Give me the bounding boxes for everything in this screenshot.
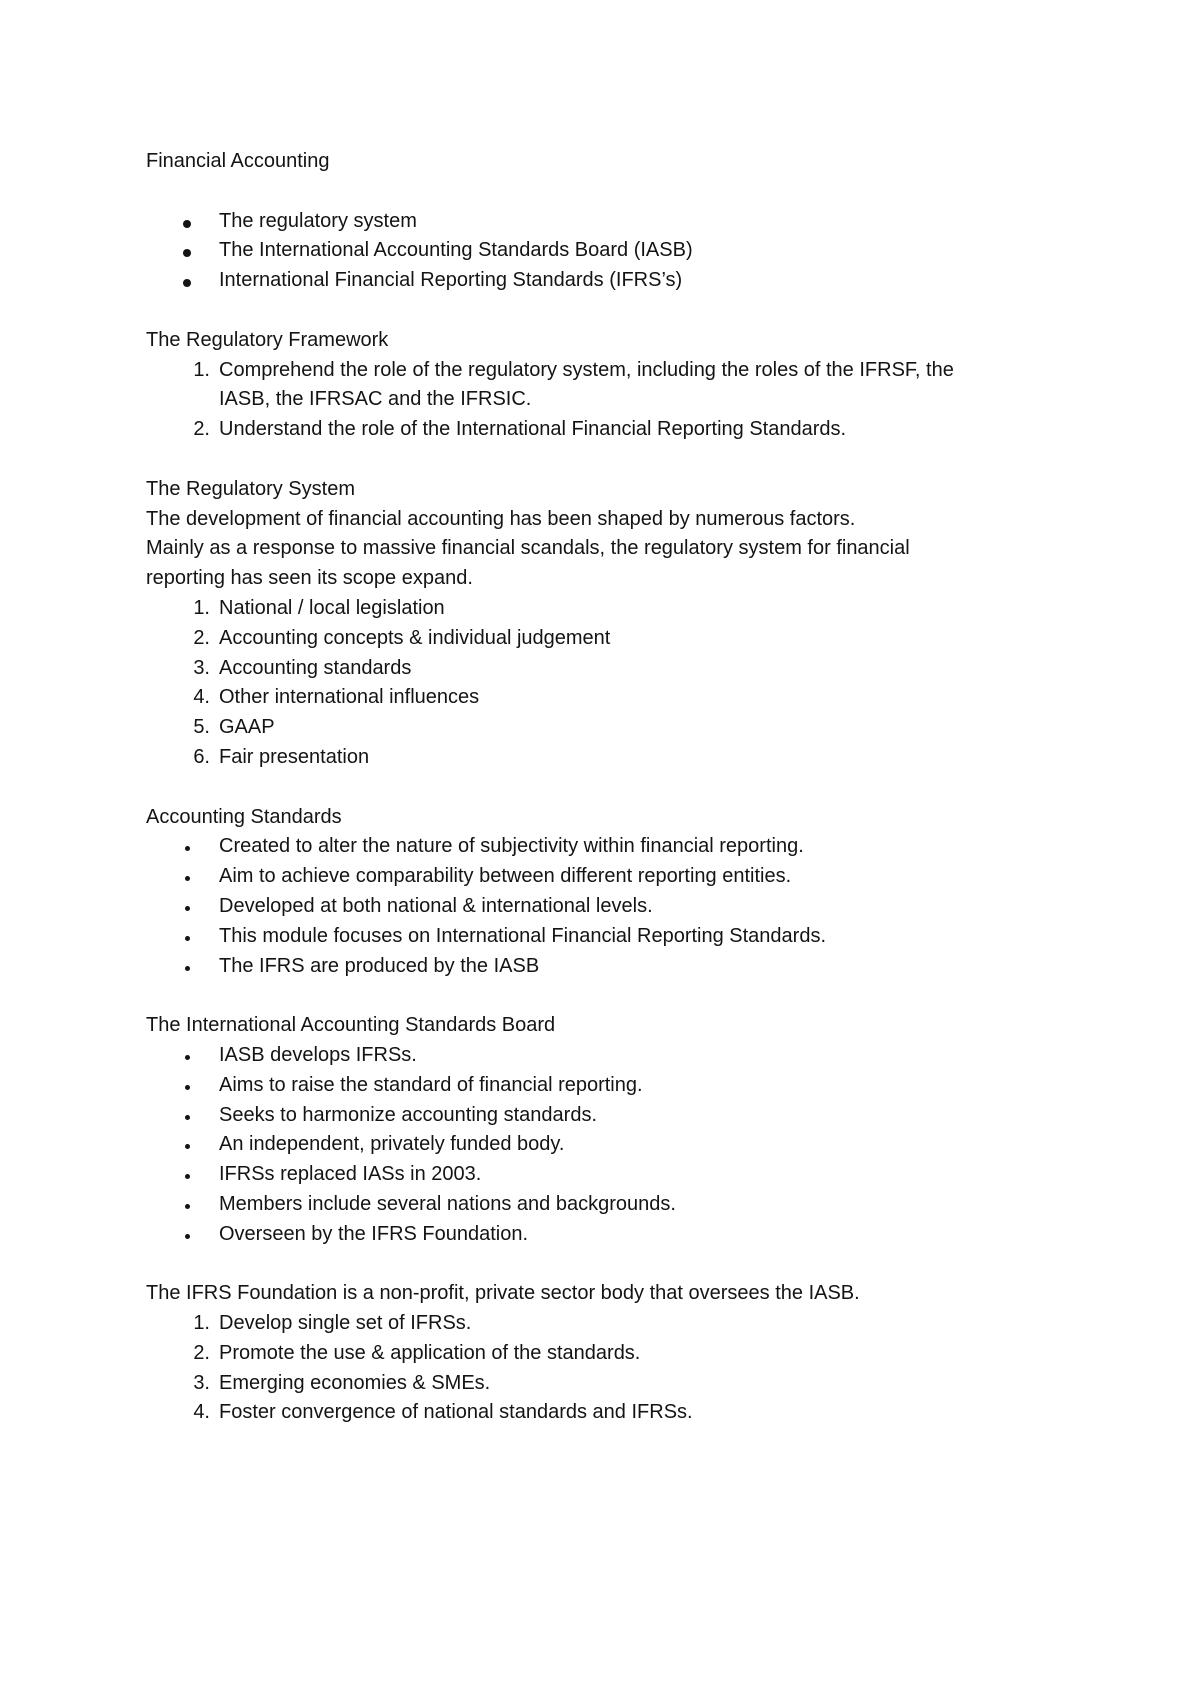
list-item [146, 1071, 1046, 1101]
bullet-icon [183, 249, 191, 257]
list-item-text: National / local legislation [219, 596, 445, 619]
bullet-icon [185, 1234, 190, 1239]
list-item-text: Aims to raise the standard of financial reporting. [219, 1073, 643, 1096]
blank-line [146, 177, 1046, 207]
list-item [146, 594, 1046, 624]
list-item-text: Seeks to harmonize accounting standards. [219, 1103, 597, 1126]
list-number: 1. [193, 1312, 210, 1335]
list-item [146, 1190, 1046, 1220]
section-heading: The International Accounting Standards Board [146, 1014, 556, 1037]
framework-numbered-list [146, 356, 1046, 445]
list-number: 4. [193, 686, 210, 709]
list-item [146, 683, 1046, 713]
section-heading: The IFRS Foundation is a non-profit, private sector body that oversees the IASB. [146, 1282, 860, 1305]
system-numbered-list [146, 594, 1046, 773]
list-item [146, 713, 1046, 743]
list-item [146, 207, 1046, 237]
list-number: 3. [193, 656, 210, 679]
list-item [146, 862, 1046, 892]
list-item-text: Developed at both national & international levels. [219, 894, 653, 917]
list-number: 4. [193, 1401, 210, 1424]
list-item-text: Members include several nations and backgrounds. [219, 1192, 676, 1215]
list-item-text: Comprehend the role of the regulatory system, including the roles of the IFRSF, the [219, 358, 954, 381]
section-heading: Accounting Standards [146, 805, 342, 828]
list-item-text: Accounting standards [219, 656, 412, 679]
bullet-icon [183, 279, 191, 287]
list-item [146, 415, 1046, 445]
list-item-text-continued: IASB, the IFRSAC and the IFRSIC. [219, 388, 532, 411]
list-item [146, 892, 1046, 922]
list-item-text: Other international influences [219, 686, 480, 709]
list-item-text: Foster convergence of national standards and IFRSs. [219, 1401, 693, 1424]
list-item-text: The regulatory system [219, 209, 417, 232]
bullet-icon [185, 1174, 190, 1179]
bullet-icon [185, 1055, 190, 1060]
list-item [146, 1160, 1046, 1190]
list-item-text: Accounting concepts & individual judgement [219, 626, 611, 649]
bullet-icon [185, 906, 190, 911]
list-item-text: Develop single set of IFRSs. [219, 1312, 472, 1335]
list-number: 2. [193, 1341, 210, 1364]
list-number: 2. [193, 418, 210, 441]
intro-bullet-list [146, 207, 1046, 296]
bullet-icon [185, 1115, 190, 1120]
blank-line [146, 981, 1046, 1011]
bullet-icon [185, 1085, 190, 1090]
bullet-icon [185, 966, 190, 971]
list-item-text: Promote the use & application of the standards. [219, 1341, 641, 1364]
section-heading: The Regulatory Framework [146, 328, 389, 351]
list-number: 2. [193, 626, 210, 649]
list-number: 1. [193, 358, 210, 381]
list-item [146, 1101, 1046, 1131]
list-item-text: Understand the role of the International Financial Reporting Standards. [219, 418, 847, 441]
list-item [146, 1339, 1046, 1369]
list-item-text: This module focuses on International Financial Reporting Standards. [219, 924, 827, 947]
paragraph: Mainly as a response to massive financial scandals, the regulatory system for financial [146, 537, 910, 560]
iasb-bullet-list [146, 1041, 1046, 1250]
document-page [146, 147, 1046, 1428]
list-item-text: Fair presentation [219, 745, 370, 768]
list-item [146, 266, 1046, 296]
list-item [146, 922, 1046, 952]
paragraph-continued: reporting has seen its scope expand. [146, 567, 473, 590]
list-item [146, 1220, 1046, 1250]
list-item-text: International Financial Reporting Standards (IFRS’s) [219, 269, 683, 292]
bullet-icon [185, 1204, 190, 1209]
list-item [146, 952, 1046, 982]
list-item [146, 1398, 1046, 1428]
list-item [146, 743, 1046, 773]
section-heading: The Regulatory System [146, 477, 355, 500]
list-item-text: The International Accounting Standards Board (IASB) [219, 239, 693, 262]
list-item [146, 1309, 1046, 1339]
list-item [146, 624, 1046, 654]
blank-line [146, 773, 1046, 803]
list-item [146, 832, 1046, 862]
list-item [146, 654, 1046, 684]
bullet-icon [185, 936, 190, 941]
list-item-text: Overseen by the IFRS Foundation. [219, 1222, 529, 1245]
list-item [146, 1130, 1046, 1160]
list-item-text: The IFRS are produced by the IASB [219, 954, 540, 977]
bullet-icon [185, 1144, 190, 1149]
list-item [146, 1369, 1046, 1399]
bullet-icon [185, 846, 190, 851]
blank-line [146, 445, 1046, 475]
blank-line [146, 1249, 1046, 1279]
list-number: 3. [193, 1371, 210, 1394]
foundation-numbered-list [146, 1309, 1046, 1428]
bullet-icon [185, 876, 190, 881]
list-item-text: GAAP [219, 716, 275, 739]
paragraph: The development of financial accounting has been shaped by numerous factors. [146, 507, 856, 530]
document-title: Financial Accounting [146, 150, 330, 172]
standards-bullet-list [146, 832, 1046, 981]
list-number: 1. [193, 596, 210, 619]
list-item-text: Emerging economies & SMEs. [219, 1371, 491, 1394]
list-item-text: IFRSs replaced IASs in 2003. [219, 1163, 482, 1186]
list-item [146, 1041, 1046, 1071]
blank-line [146, 296, 1046, 326]
list-item-text: Created to alter the nature of subjectivity within financial reporting. [219, 835, 804, 858]
bullet-icon [183, 220, 191, 228]
list-item-text: IASB develops IFRSs. [219, 1043, 417, 1066]
list-item-text: Aim to achieve comparability between different reporting entities. [219, 865, 792, 888]
list-item [146, 356, 1046, 416]
list-number: 5. [193, 716, 210, 739]
list-item [146, 236, 1046, 266]
list-number: 6. [193, 745, 210, 768]
list-item-text: An independent, privately funded body. [219, 1133, 565, 1156]
